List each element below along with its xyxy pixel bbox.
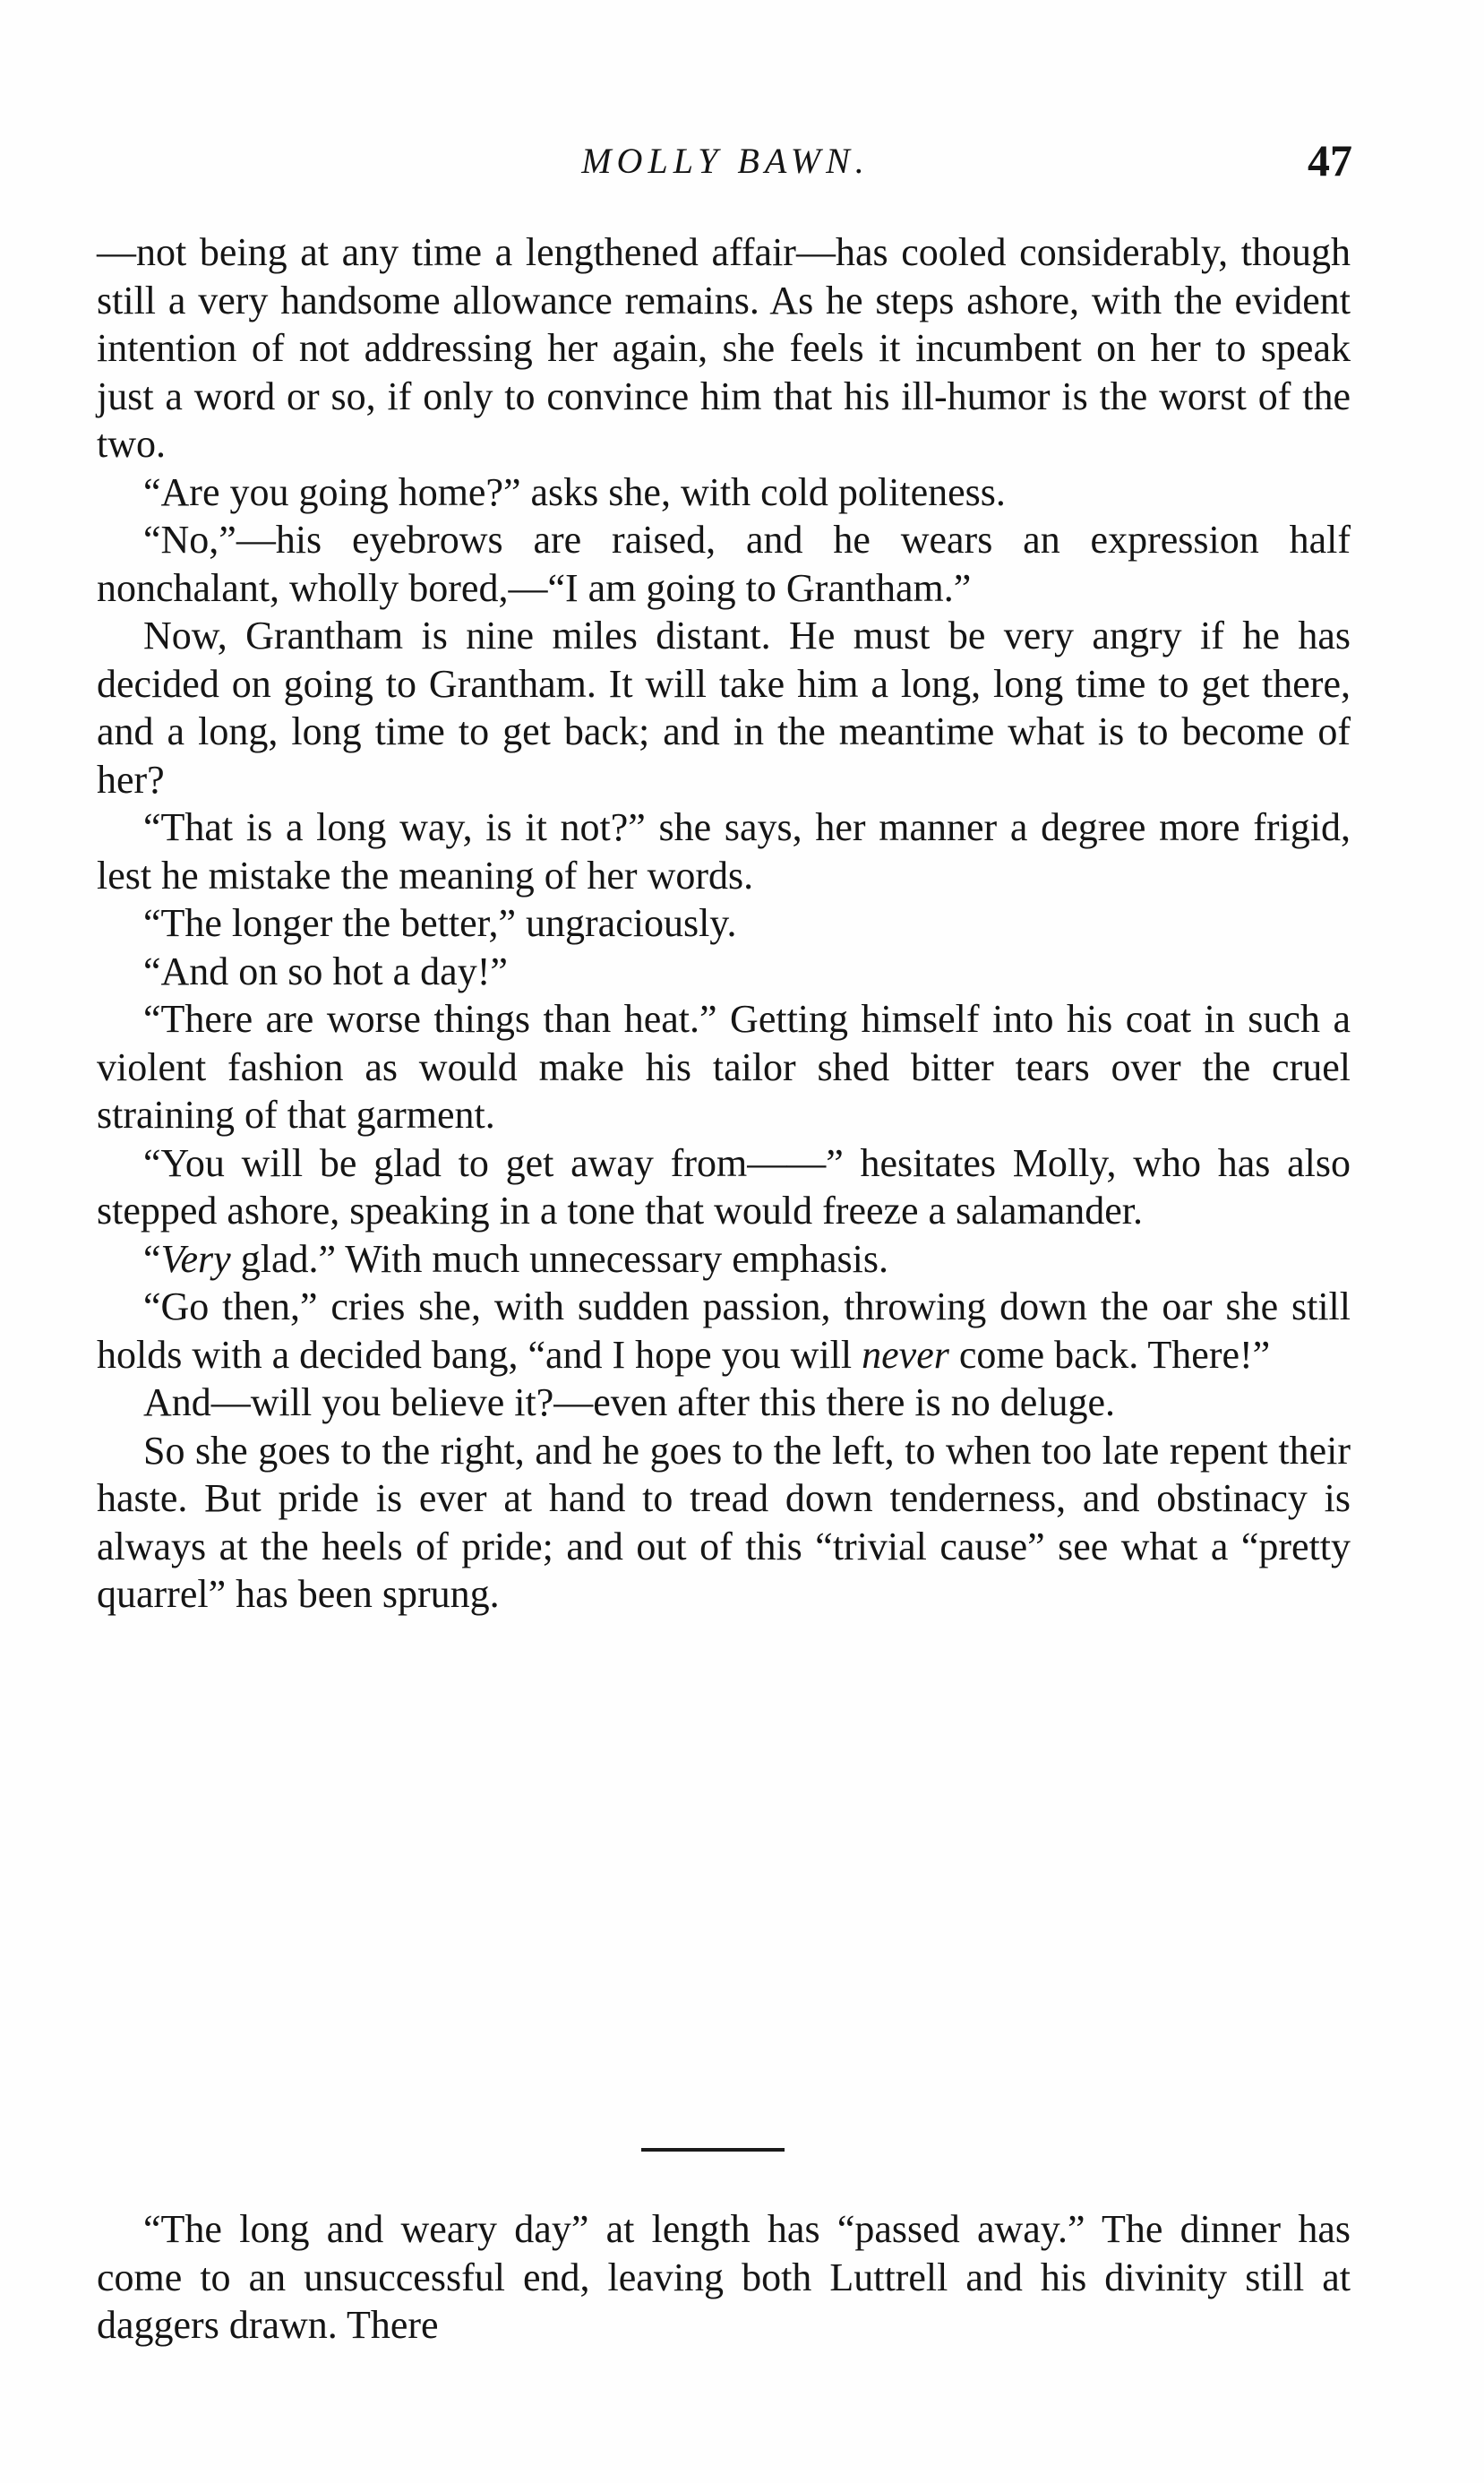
paragraph (97, 1427, 1351, 1619)
text-run: “Go then,” cries she, with sudden passion, throwing down the oar she still holds with a decided bang, “and I hope you will (97, 1284, 1351, 1377)
text-run: Now, Grantham is nine miles distant. He must be very angry if he has decided on going to Grantham. It will take him a long, long time to get there, and a long, long time to get back; and in the meantime what is to become of her? (97, 614, 1351, 802)
text-run: And—will you believe it?—even after this there is no deluge. (143, 1380, 1116, 1424)
italic-text: never (862, 1332, 949, 1377)
text-run: “And on so hot a day!” (143, 949, 508, 993)
paragraph (97, 2205, 1351, 2350)
paragraph (97, 948, 1351, 996)
body-text (97, 228, 1351, 1619)
running-title: MOLLY BAWN. (581, 141, 870, 181)
paragraph (97, 803, 1351, 899)
section-divider (641, 2148, 785, 2152)
paragraph (97, 1283, 1351, 1379)
paragraph (97, 228, 1351, 468)
next-section-text (97, 2205, 1351, 2350)
paragraph (97, 1379, 1351, 1427)
text-run: “You will be glad to get away from——” hesitates Molly, who has also stepped ashore, speaking in a tone that would freeze a salamander. (97, 1140, 1351, 1233)
text-run: “ (143, 1236, 161, 1281)
text-run: come back. There!” (948, 1332, 1271, 1377)
text-run: “The long and weary day” at length has “passed away.” The dinner has come to an unsuccessful end, leaving both Luttrell and his divinity still at daggers drawn. There (97, 2207, 1351, 2347)
paragraph (97, 995, 1351, 1139)
italic-text: Very (160, 1236, 231, 1281)
paragraph (97, 612, 1351, 803)
text-run: “That is a long way, is it not?” she says, her manner a degree more frigid, lest he mistake the meaning of her words. (97, 805, 1351, 898)
text-run: So she goes to the right, and he goes to the left, to when too late repent their haste. But pride is ever at hand to tread down tenderness, and obstinacy is always at the heels of pride; and out of this “trivial cause” see what a “pretty quarrel” has been sprung. (97, 1428, 1351, 1616)
paragraph (97, 1235, 1351, 1284)
running-head (99, 134, 1352, 188)
text-run: —not being at any time a lengthened affair—has cooled considerably, though still a very handsome allowance remains. As he steps ashore, with the evident intention of not addressing her again, she feels it incumbent on her to speak just a word or so, if only to convince him that his ill-humor is the worst of the two. (97, 230, 1351, 466)
paragraph (97, 468, 1351, 517)
text-run: “No,”—his eyebrows are raised, and he wears an expression half nonchalant, wholly bored,—“I am going to Grantham.” (97, 518, 1351, 610)
page-number: 47 (1308, 135, 1352, 185)
paragraph (97, 1139, 1351, 1235)
text-run: “The longer the better,” ungraciously. (143, 901, 737, 945)
text-run: “There are worse things than heat.” Getting himself into his coat in such a violent fashion as would make his tailor shed bitter tears over the cruel straining of that garment. (97, 997, 1351, 1137)
paragraph (97, 516, 1351, 612)
text-run: “Are you going home?” asks she, with cold politeness. (143, 469, 1006, 514)
paragraph (97, 899, 1351, 948)
text-run: glad.” With much unnecessary emphasis. (230, 1236, 888, 1281)
